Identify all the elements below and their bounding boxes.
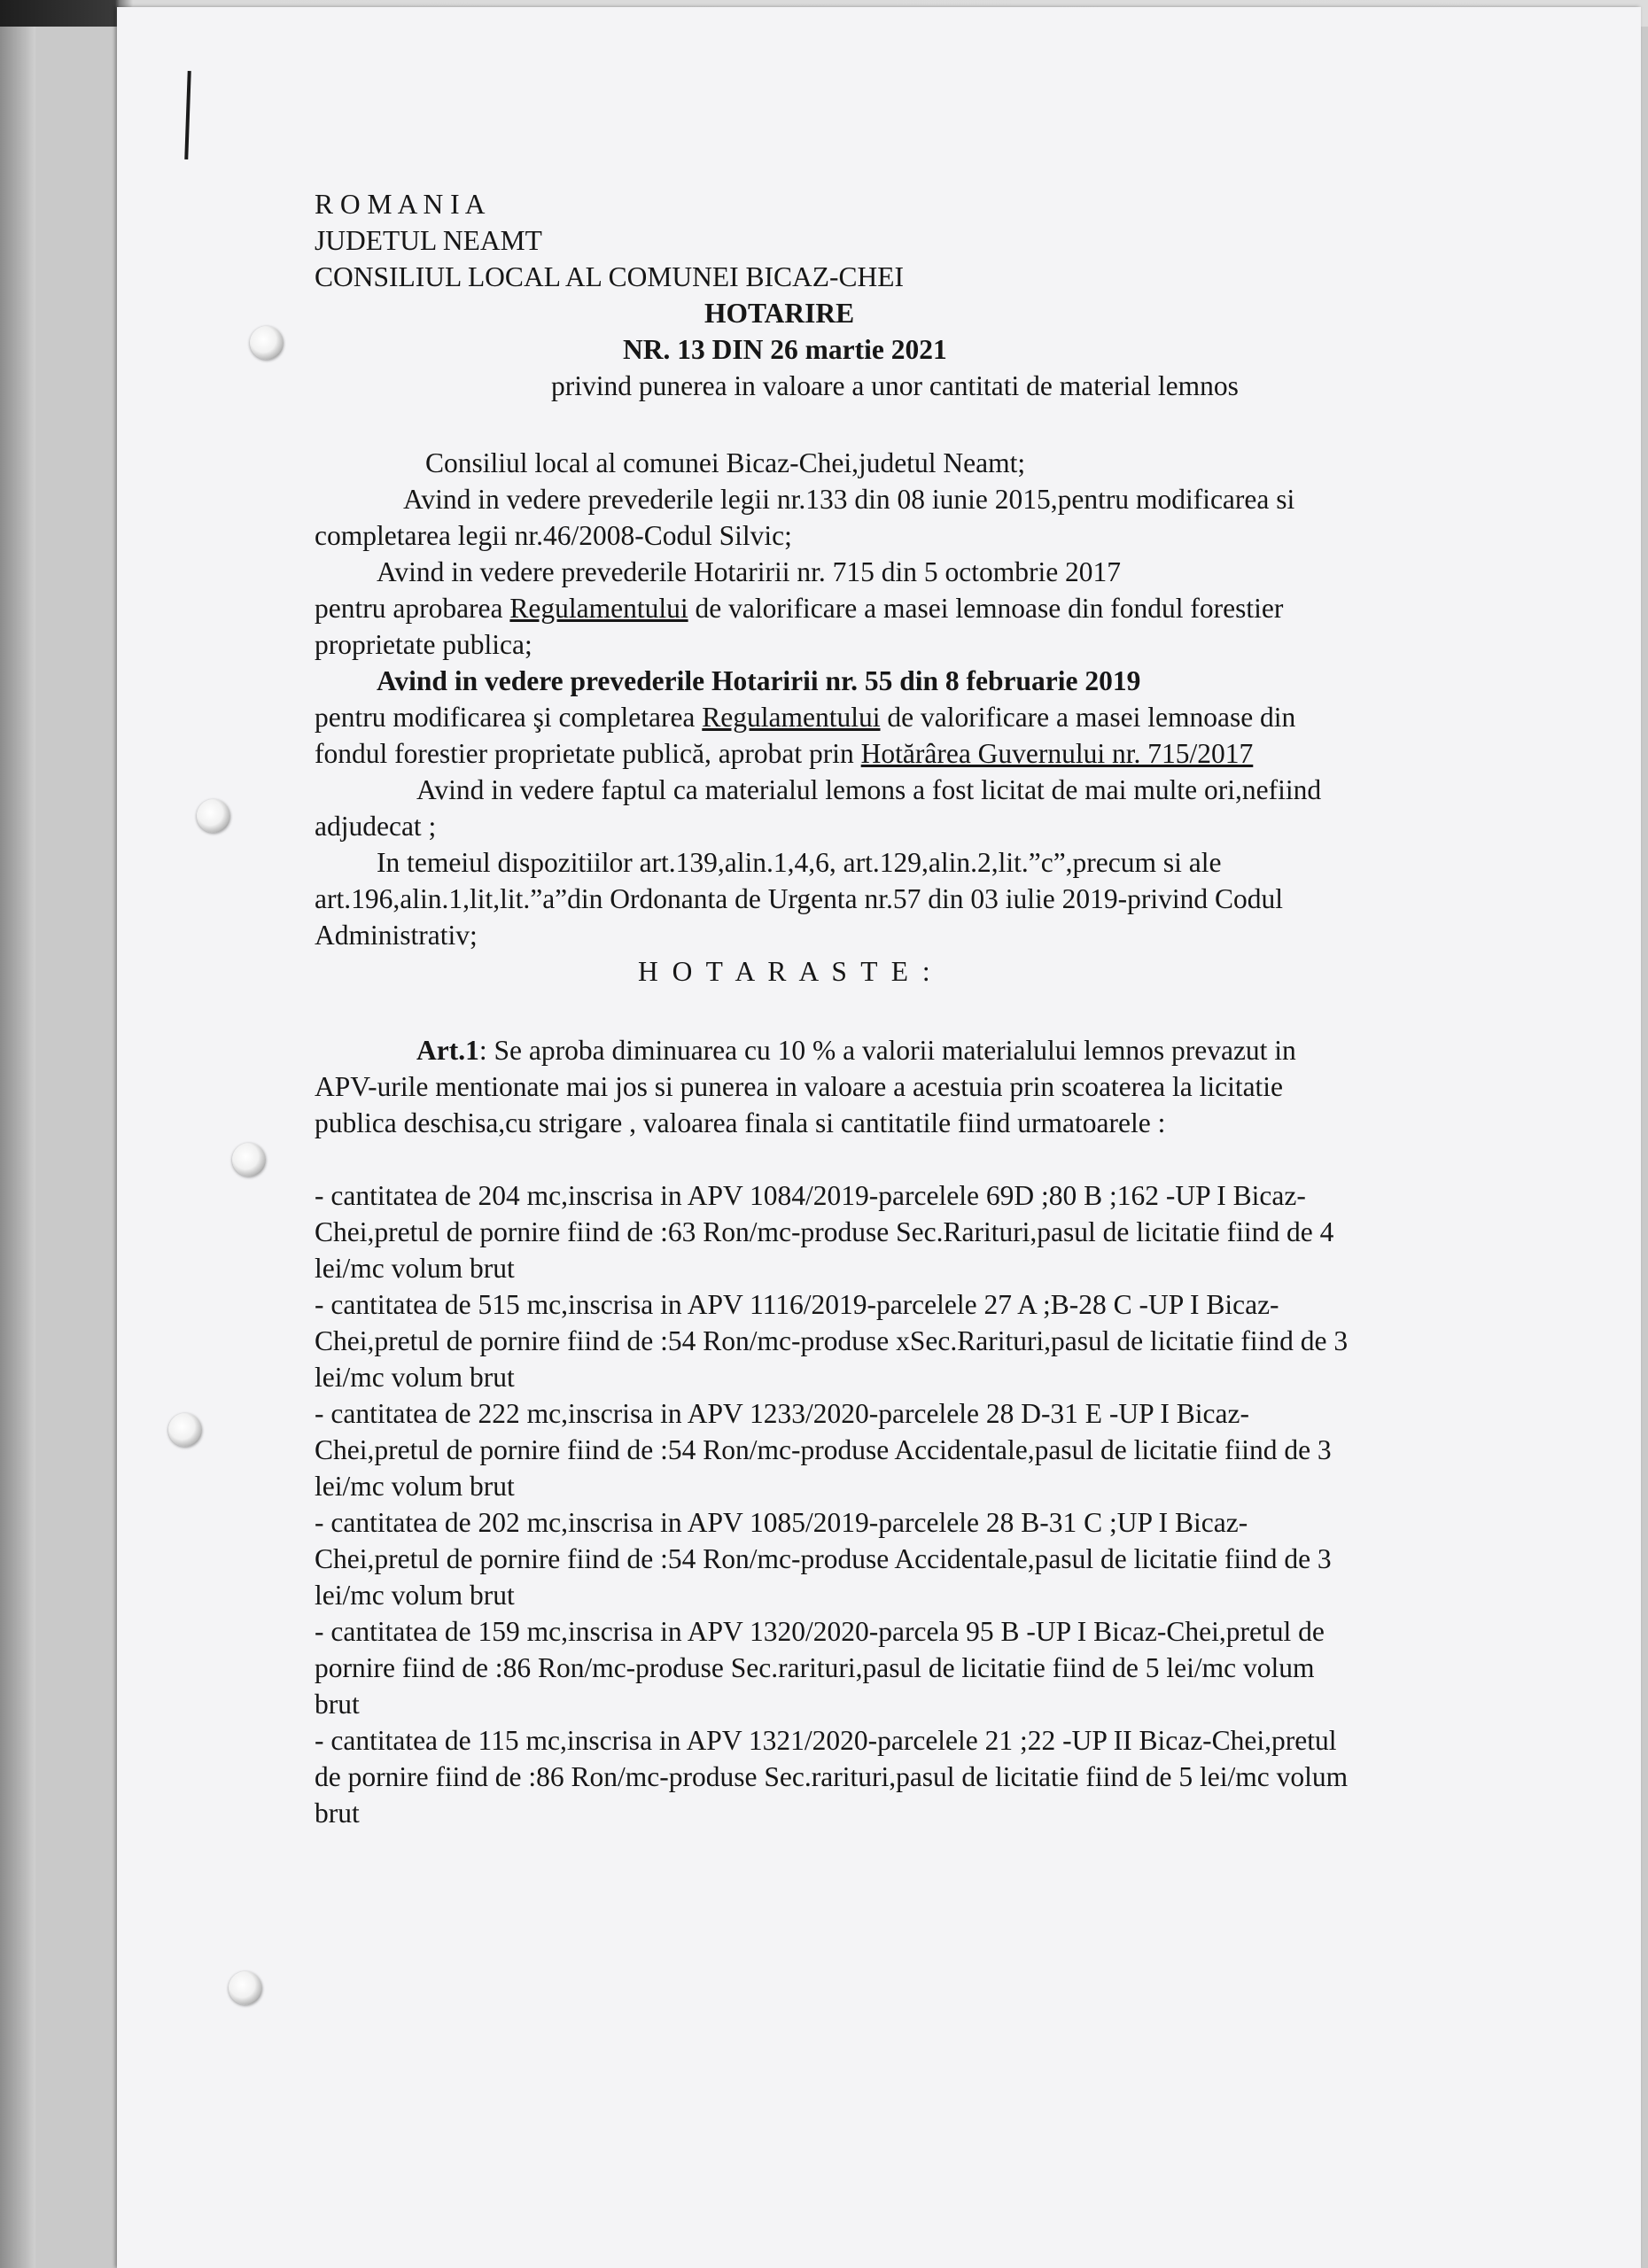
regulation-link: Regulamentului [702, 702, 881, 733]
preamble-basis-line1: In temeiul dispozitiilor art.139,alin.1,4,6, art.129,alin.2,lit.”c”,precum si ale [377, 847, 1222, 878]
article-1-label: Art.1 [416, 1035, 479, 1066]
preamble-hg55-line2: pentru modificarea şi completarea Regulamentului de valorificare a masei lemnoase din [315, 702, 1296, 733]
punch-hole [232, 1143, 266, 1177]
punch-hole [229, 1971, 262, 2005]
preamble-law-133-line1: Avind in vedere prevederile legii nr.133 din 08 iunie 2015,pentru modificarea si [403, 484, 1295, 515]
preamble-hg55-line3: fondul forestier proprietate publică, aprobat prin Hotărârea Guvernului nr. 715/2017 [315, 738, 1254, 769]
decision-subject: privind punerea in valoare a unor cantitati de material lemnos [551, 370, 1239, 401]
article-1-line2: APV-urile mentionate mai jos si punerea in valoare a acestuia prin scoaterea la licitatie [315, 1071, 1284, 1102]
article-1 [315, 1032, 1555, 1141]
preamble-fact-line2: adjudecat ; [315, 811, 437, 842]
preamble-hg55-line1: Avind in vedere prevederile Hotaririi nr. 55 din 8 februarie 2019 [377, 665, 1141, 696]
document-header [315, 186, 1555, 295]
preamble-hg715-line2: pentru aprobarea Regulamentului de valorificare a masei lemnoase din fondul forestier [315, 593, 1284, 624]
punch-hole [168, 1413, 202, 1447]
punch-hole [197, 799, 230, 833]
preamble-hg715-line3: proprietate publica; [315, 629, 532, 660]
header-council: CONSILIUL LOCAL AL COMUNEI BICAZ-CHEI [315, 261, 904, 292]
decides-heading: H O T A R A S T E : [638, 956, 934, 987]
preamble-law-133-line2: completarea legii nr.46/2008-Codul Silvic; [315, 520, 792, 551]
preamble-basis-line3: Administrativ; [315, 920, 478, 951]
preamble [315, 445, 1555, 953]
preamble-council: Consiliul local al comunei Bicaz-Chei,judetul Neamt; [425, 447, 1026, 478]
lot-item: - cantitatea de 204 mc,inscrisa in APV 1084/2019-parcelele 69D ;80 B ;162 -UP I Bicaz- Chei,pretul de pornire fiind de :63 Ron/mc-produse Sec.Rarituri,pasul de licitatie fiind de 4 lei/mc volum brut [315, 1180, 1334, 1284]
header-county: JUDETUL NEAMT [315, 225, 542, 256]
regulation-link: Regulamentului [509, 593, 688, 624]
punch-hole [250, 326, 284, 360]
government-decision-link: Hotărârea Guvernului nr. 715/2017 [860, 738, 1254, 769]
decision-document [315, 186, 1555, 1831]
preamble-fact-line1: Avind in vedere faptul ca materialul lemons a fost licitat de mai multe ori,nefiind [416, 774, 1322, 805]
article-1-line3: publica deschisa,cu strigare , valoarea finala si cantitatile fiind urmatoarele : [315, 1107, 1166, 1138]
decision-number: NR. 13 DIN 26 martie 2021 [623, 334, 947, 365]
preamble-basis-line2: art.196,alin.1,lit,lit.”a”din Ordonanta de Urgenta nr.57 din 03 iulie 2019-privind Codul [315, 883, 1283, 914]
decision-title: HOTARIRE [704, 298, 855, 329]
lot-item: - cantitatea de 222 mc,inscrisa in APV 1233/2020-parcelele 28 D-31 E -UP I Bicaz- Chei,pretul de pornire fiind de :54 Ron/mc-produse Accidentale,pasul de licitatie fiind de 3 lei/mc volum brut [315, 1398, 1332, 1502]
preamble-hg715-line1: Avind in vedere prevederile Hotaririi nr. 715 din 5 octombrie 2017 [377, 556, 1122, 587]
lot-list [315, 1177, 1555, 1831]
lot-item: - cantitatea de 159 mc,inscrisa in APV 1320/2020-parcela 95 B -UP I Bicaz-Chei,pretul de pornire fiind de :86 Ron/mc-produse Sec.rarituri,pasul de licitatie fiind de 5 lei/mc volum brut [315, 1616, 1325, 1720]
lot-item: - cantitatea de 515 mc,inscrisa in APV 1116/2019-parcelele 27 A ;B-28 C -UP I Bicaz- Chei,pretul de pornire fiind de :54 Ron/mc-produse xSec.Rarituri,pasul de licitatie fiind de 3 lei/mc volum brut [315, 1289, 1349, 1393]
lot-item: - cantitatea de 115 mc,inscrisa in APV 1321/2020-parcelele 21 ;22 -UP II Bicaz-Chei,pretul de pornire fiind de :86 Ron/mc-produse Sec.rarituri,pasul de licitatie fiind de 5 lei/mc volum brut [315, 1725, 1349, 1829]
lot-item: - cantitatea de 202 mc,inscrisa in APV 1085/2019-parcelele 28 B-31 C ;UP I Bicaz- Chei,pretul de pornire fiind de :54 Ron/mc-produse Accidentale,pasul de licitatie fiind de 3 lei/mc volum brut [315, 1507, 1332, 1611]
header-country: R O M A N I A [315, 189, 486, 220]
scanner-edge [0, 0, 35, 2268]
article-1-line1: Art.1: Se aproba diminuarea cu 10 % a valorii materialului lemnos prevazut in [416, 1035, 1296, 1066]
